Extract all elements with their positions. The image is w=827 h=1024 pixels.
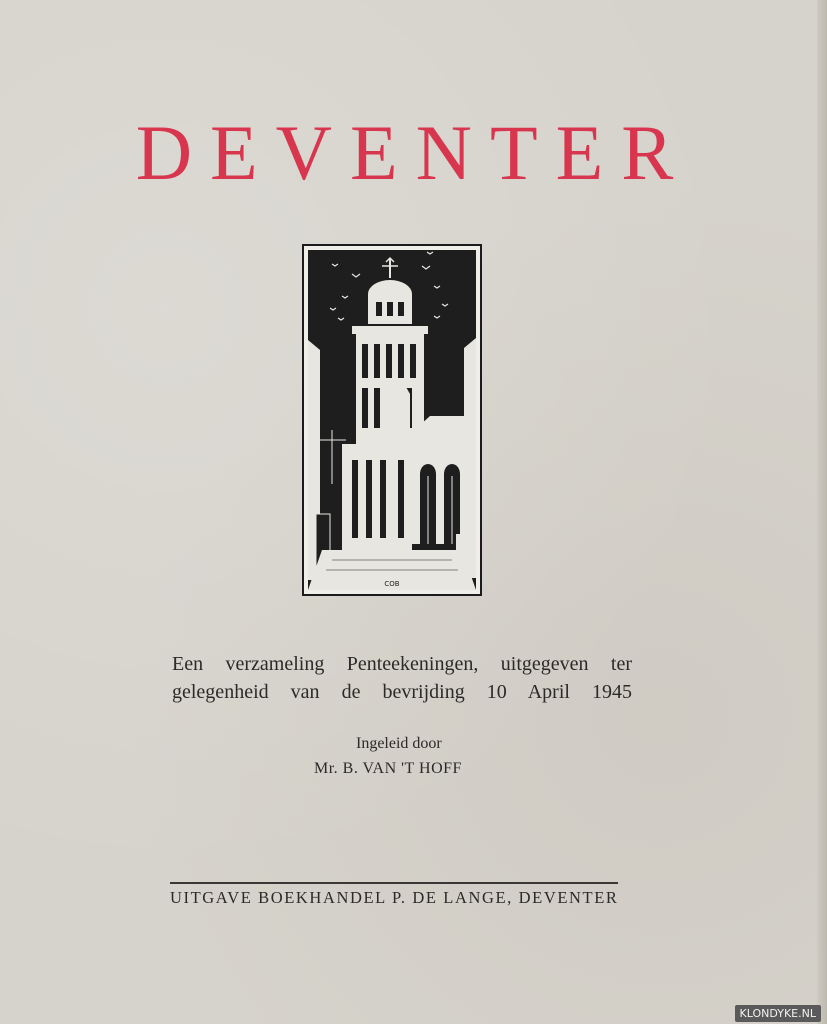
subtitle xyxy=(172,650,632,706)
publisher-line: UITGAVE BOEKHANDEL P. DE LANGE, DEVENTER xyxy=(170,888,619,907)
intro-label: Ingeleid door xyxy=(356,735,442,752)
intro-author: Mr. B. VAN 'T HOFF xyxy=(314,760,462,777)
church-tower-illustration xyxy=(302,244,482,596)
watermark: KLONDYKE.NL xyxy=(735,1005,821,1022)
publisher-rule-top xyxy=(170,882,618,884)
illustration-signature: COB xyxy=(384,580,400,588)
subtitle-line-2: gelegenheid van de bevrijding 10 April 1945 xyxy=(172,681,632,703)
cover-title: DEVENTER xyxy=(135,109,692,196)
subtitle-line-1: Een verzameling Penteekeningen, uitgegeven ter xyxy=(172,653,632,675)
